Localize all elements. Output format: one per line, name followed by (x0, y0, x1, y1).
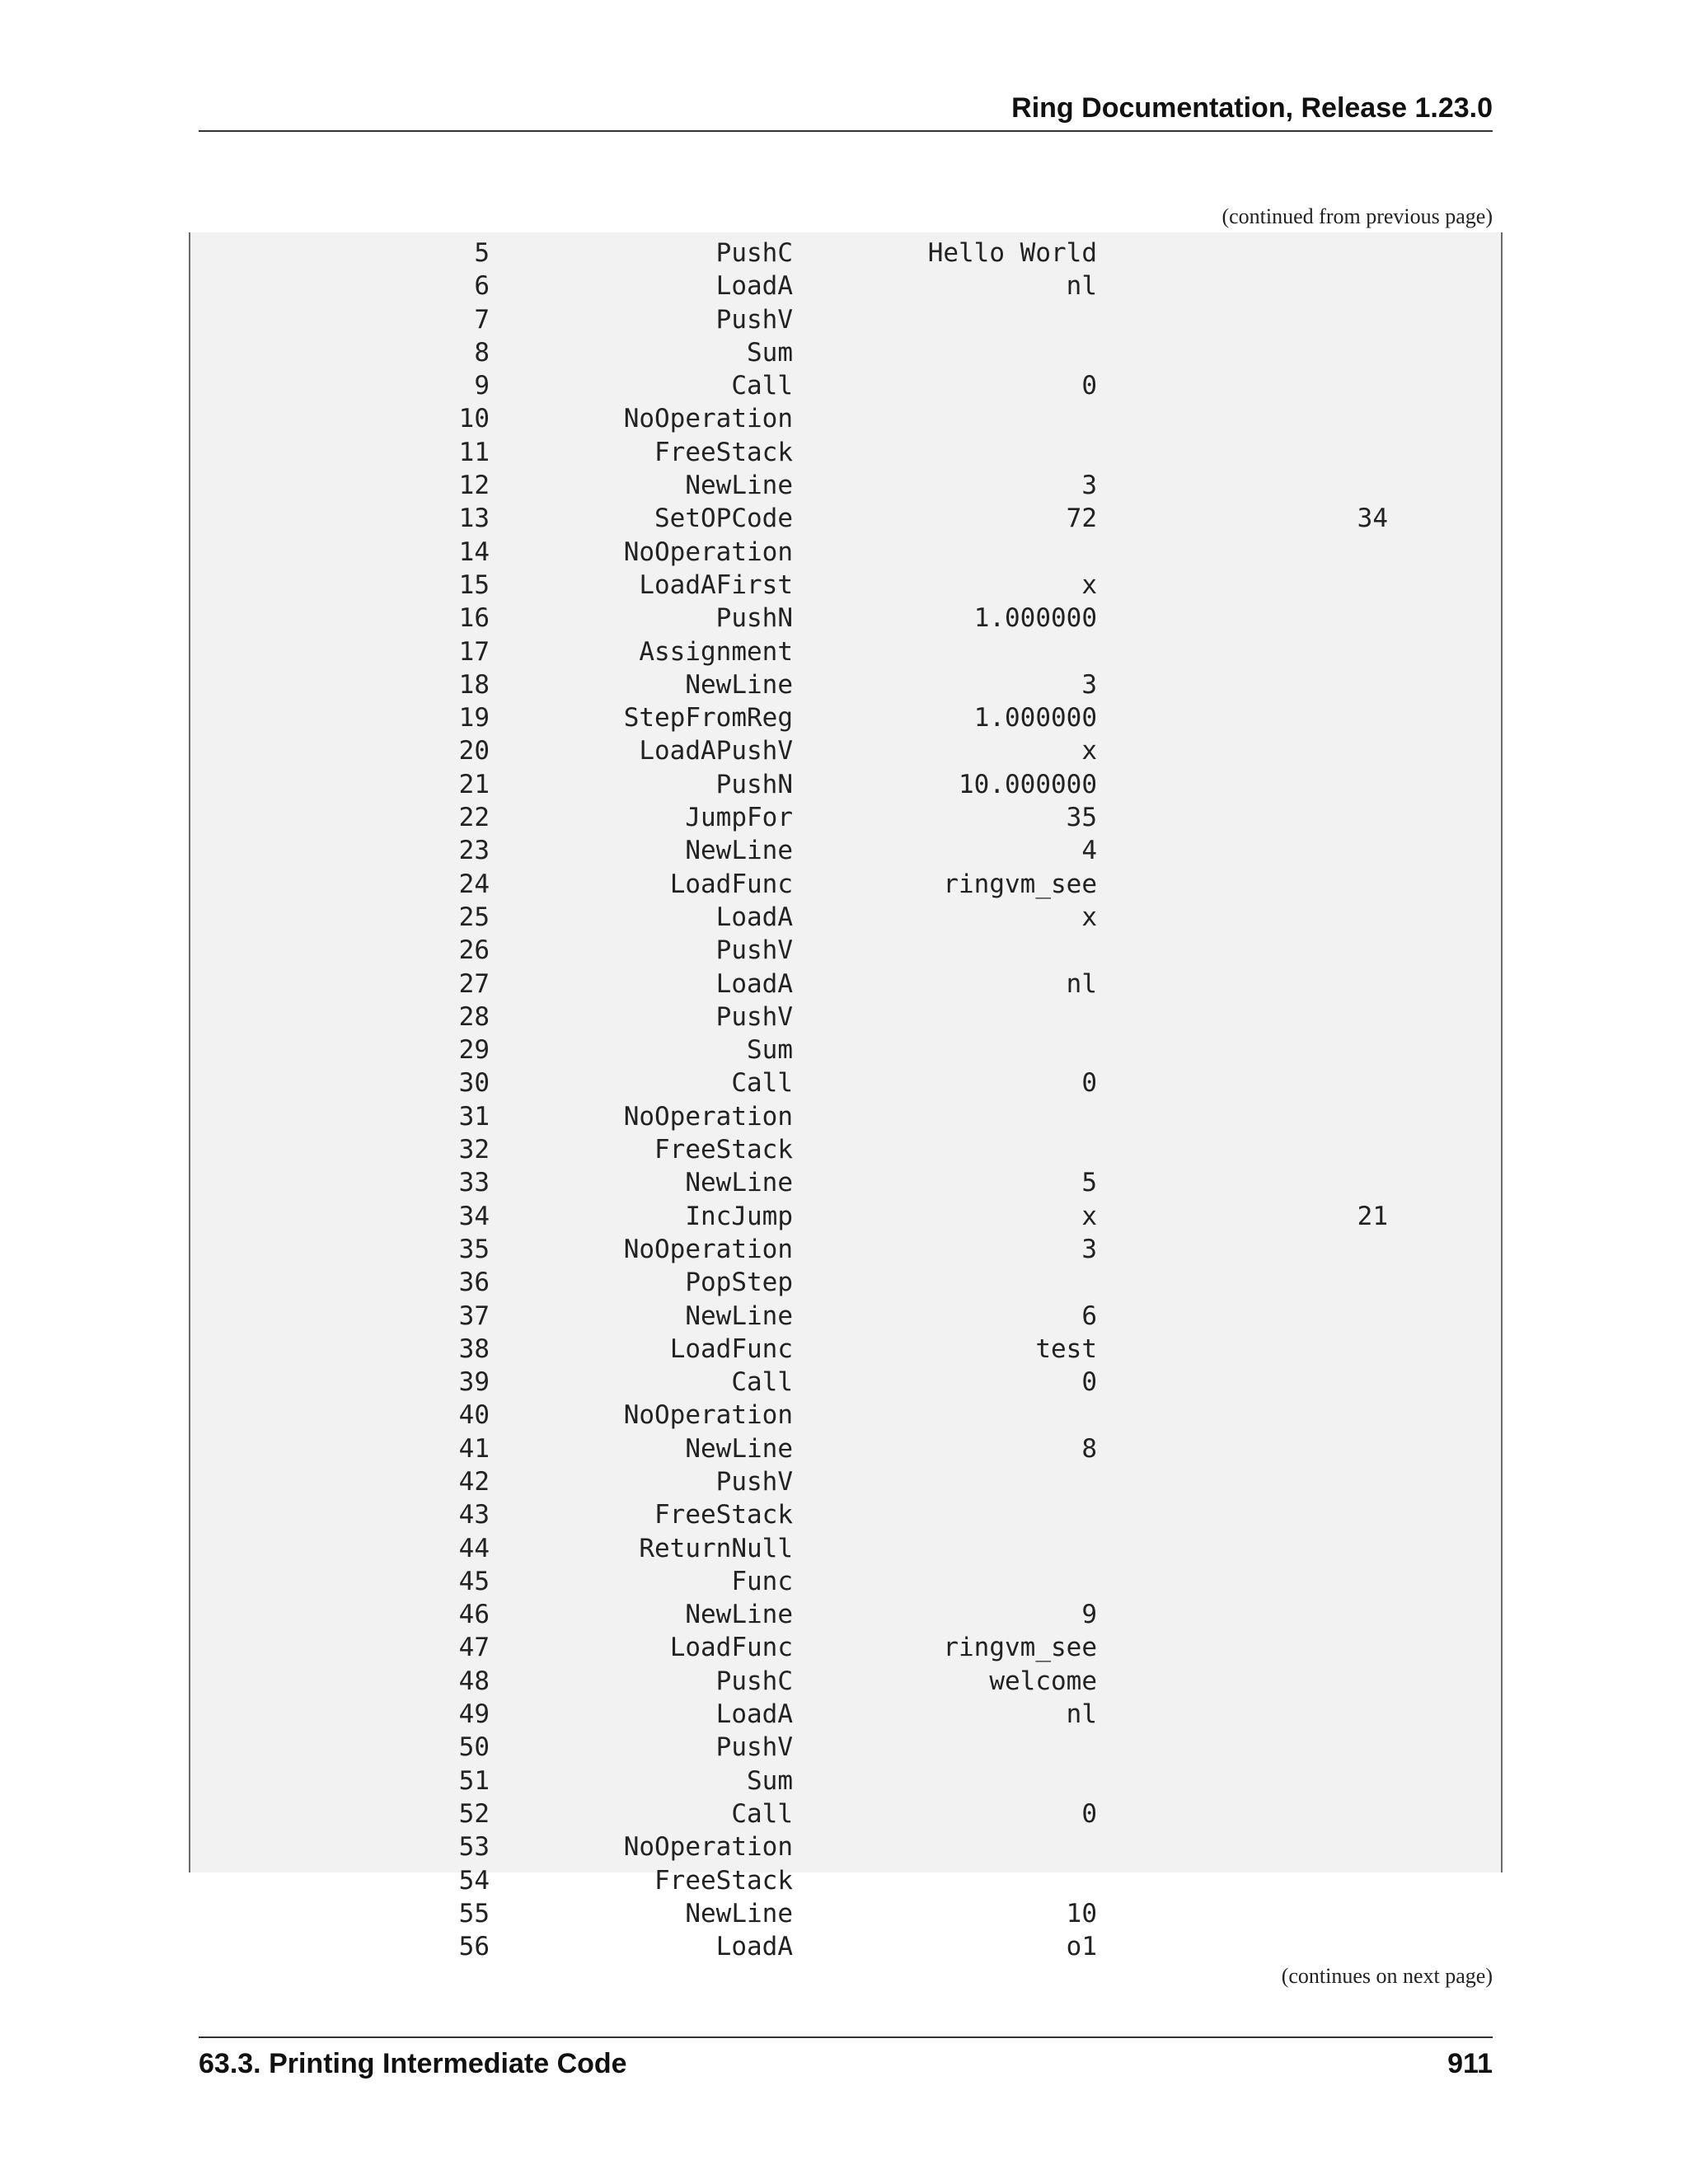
code-row (190, 901, 1501, 934)
line-number: 14 (458, 537, 490, 567)
code-row (190, 1598, 1501, 1631)
page-number: 911 (1447, 2048, 1493, 2079)
opcode: Sum (747, 1035, 793, 1066)
code-row (190, 934, 1501, 967)
line-number: 54 (458, 1865, 490, 1896)
operand-1: 35 (1066, 803, 1097, 833)
opcode: PushN (715, 603, 793, 634)
code-row (190, 1731, 1501, 1764)
operand-1: 3 (1081, 669, 1097, 700)
code-row (190, 1033, 1501, 1066)
opcode: PopStep (685, 1268, 793, 1298)
code-row (190, 1066, 1501, 1099)
opcode: ReturnNull (639, 1533, 793, 1563)
code-row (190, 801, 1501, 834)
continues-on-note: (continues on next page) (1281, 1964, 1493, 1988)
opcode: PushV (715, 1466, 793, 1497)
line-number: 23 (458, 836, 490, 866)
code-row (190, 1166, 1501, 1199)
opcode: StepFromReg (623, 703, 793, 733)
opcode: Sum (747, 337, 793, 368)
line-number: 49 (458, 1699, 490, 1730)
line-number: 16 (458, 603, 490, 634)
operand-1: nl (1066, 1699, 1097, 1730)
opcode: Call (731, 1367, 793, 1398)
operand-1: o1 (1066, 1932, 1097, 1962)
line-number: 9 (474, 371, 490, 401)
code-row (190, 1565, 1501, 1598)
opcode: LoadFunc (669, 1633, 793, 1663)
line-number: 41 (458, 1433, 490, 1464)
opcode: LoadA (715, 1932, 793, 1962)
line-number: 11 (458, 437, 490, 467)
code-row (190, 1465, 1501, 1498)
opcode: PushV (715, 304, 793, 335)
line-number: 31 (458, 1101, 490, 1132)
line-number: 20 (458, 736, 490, 766)
operand-1: 10.000000 (959, 769, 1097, 799)
line-number: 22 (458, 803, 490, 833)
operand-1: 3 (1081, 471, 1097, 501)
operand-2: 21 (1357, 1201, 1388, 1231)
line-number: 30 (458, 1068, 490, 1099)
line-number: 43 (458, 1500, 490, 1530)
line-number: 42 (458, 1466, 490, 1497)
line-number: 21 (458, 769, 490, 799)
opcode: Func (731, 1566, 793, 1596)
opcode: JumpFor (685, 803, 793, 833)
code-row (190, 469, 1501, 502)
opcode: Call (731, 1068, 793, 1099)
page-header (199, 89, 1493, 132)
opcode: Assignment (639, 636, 793, 667)
code-row (190, 1665, 1501, 1698)
code-row (190, 1432, 1501, 1465)
opcode: NoOperation (623, 1400, 793, 1431)
continued-from-note: (continued from previous page) (1221, 204, 1493, 228)
line-number: 50 (458, 1732, 490, 1763)
code-row (190, 734, 1501, 767)
opcode: NewLine (685, 471, 793, 501)
line-number: 8 (474, 337, 490, 368)
line-number: 40 (458, 1400, 490, 1431)
line-number: 52 (458, 1798, 490, 1829)
opcode: NoOperation (623, 1101, 793, 1132)
line-number: 47 (458, 1633, 490, 1663)
line-number: 44 (458, 1533, 490, 1563)
code-row (190, 834, 1501, 867)
code-row (190, 1399, 1501, 1432)
code-row (190, 237, 1501, 269)
code-row (190, 635, 1501, 668)
code-row (190, 968, 1501, 1001)
opcode: NewLine (685, 1168, 793, 1198)
opcode: NewLine (685, 836, 793, 866)
code-row (190, 768, 1501, 801)
opcode: LoadA (715, 902, 793, 932)
opcode: LoadAFirst (639, 569, 793, 600)
operand-1: nl (1066, 968, 1097, 999)
section-title: 63.3. Printing Intermediate Code (199, 2048, 627, 2079)
code-rows (190, 237, 1501, 1963)
opcode: LoadA (715, 1699, 793, 1730)
operand-1: 10 (1066, 1898, 1097, 1929)
opcode: Sum (747, 1765, 793, 1796)
code-row (190, 1698, 1501, 1731)
opcode: PushC (715, 238, 793, 268)
operand-1: nl (1066, 271, 1097, 302)
code-row (190, 436, 1501, 469)
line-number: 48 (458, 1666, 490, 1696)
code-row (190, 1765, 1501, 1797)
code-row (190, 1200, 1501, 1233)
code-row (190, 1797, 1501, 1830)
opcode: PushV (715, 1732, 793, 1763)
line-number: 19 (458, 703, 490, 733)
line-number: 13 (458, 504, 490, 534)
opcode: FreeStack (654, 1135, 793, 1165)
code-row (190, 369, 1501, 402)
opcode: LoadFunc (669, 1333, 793, 1364)
line-number: 36 (458, 1268, 490, 1298)
code-row (190, 701, 1501, 734)
code-row (190, 1366, 1501, 1399)
code-row (190, 1930, 1501, 1963)
line-number: 53 (458, 1832, 490, 1863)
code-row (190, 502, 1501, 535)
line-number: 12 (458, 471, 490, 501)
code-row (190, 1333, 1501, 1366)
code-row (190, 602, 1501, 635)
opcode: Call (731, 1798, 793, 1829)
code-row (190, 402, 1501, 435)
code-row (190, 1631, 1501, 1664)
opcode: NewLine (685, 669, 793, 700)
opcode: SetOPCode (654, 504, 793, 534)
code-row (190, 303, 1501, 336)
line-number: 15 (458, 569, 490, 600)
code-row (190, 1133, 1501, 1166)
opcode: Call (731, 371, 793, 401)
opcode: NewLine (685, 1898, 793, 1929)
code-row (190, 569, 1501, 602)
operand-1: 9 (1081, 1600, 1097, 1630)
line-number: 55 (458, 1898, 490, 1929)
operand-1: 4 (1081, 836, 1097, 866)
operand-1: 0 (1081, 1068, 1097, 1099)
opcode: PushV (715, 935, 793, 966)
code-row (190, 1100, 1501, 1133)
page-footer (199, 2036, 1493, 2088)
opcode: NoOperation (623, 537, 793, 567)
code-row (190, 1532, 1501, 1565)
operand-1: ringvm_see (943, 869, 1097, 899)
code-row (190, 269, 1501, 302)
line-number: 33 (458, 1168, 490, 1198)
code-row (190, 1897, 1501, 1930)
line-number: 45 (458, 1566, 490, 1596)
code-row (190, 536, 1501, 569)
line-number: 28 (458, 1001, 490, 1032)
line-number: 35 (458, 1234, 490, 1264)
line-number: 38 (458, 1333, 490, 1364)
operand-1: 1.000000 (973, 703, 1097, 733)
opcode: PushV (715, 1001, 793, 1032)
operand-1: 5 (1081, 1168, 1097, 1198)
opcode: NoOperation (623, 404, 793, 434)
line-number: 56 (458, 1932, 490, 1962)
operand-1: 3 (1081, 1234, 1097, 1264)
line-number: 51 (458, 1765, 490, 1796)
operand-1: 72 (1066, 504, 1097, 534)
code-row (190, 1830, 1501, 1863)
line-number: 6 (474, 271, 490, 302)
code-row (190, 668, 1501, 701)
opcode: IncJump (685, 1201, 793, 1231)
code-row (190, 1864, 1501, 1897)
line-number: 7 (474, 304, 490, 335)
code-row (190, 1266, 1501, 1299)
opcode: LoadA (715, 271, 793, 302)
operand-1: 8 (1081, 1433, 1097, 1464)
operand-1: 1.000000 (973, 603, 1097, 634)
line-number: 26 (458, 935, 490, 966)
opcode: LoadFunc (669, 869, 793, 899)
operand-1: 0 (1081, 1367, 1097, 1398)
opcode: FreeStack (654, 1500, 793, 1530)
opcode: NewLine (685, 1433, 793, 1464)
line-number: 25 (458, 902, 490, 932)
operand-1: test (1035, 1333, 1097, 1364)
line-number: 5 (474, 238, 490, 268)
operand-1: x (1081, 1201, 1097, 1231)
operand-1: ringvm_see (943, 1633, 1097, 1663)
opcode: LoadAPushV (639, 736, 793, 766)
operand-1: x (1081, 736, 1097, 766)
line-number: 24 (458, 869, 490, 899)
code-row (190, 336, 1501, 369)
line-number: 32 (458, 1135, 490, 1165)
opcode: NoOperation (623, 1832, 793, 1863)
code-row (190, 868, 1501, 901)
opcode: NoOperation (623, 1234, 793, 1264)
opcode: FreeStack (654, 437, 793, 467)
line-number: 27 (458, 968, 490, 999)
line-number: 34 (458, 1201, 490, 1231)
code-row (190, 1001, 1501, 1033)
line-number: 29 (458, 1035, 490, 1066)
code-row (190, 1498, 1501, 1531)
operand-1: 0 (1081, 1798, 1097, 1829)
opcode: PushN (715, 769, 793, 799)
operand-2: 34 (1357, 504, 1388, 534)
code-row (190, 1300, 1501, 1333)
opcode: NewLine (685, 1301, 793, 1331)
code-row (190, 1233, 1501, 1266)
operand-1: 0 (1081, 371, 1097, 401)
opcode: PushC (715, 1666, 793, 1696)
operand-1: x (1081, 902, 1097, 932)
document-title: Ring Documentation, Release 1.23.0 (1011, 92, 1493, 124)
opcode: LoadA (715, 968, 793, 999)
line-number: 39 (458, 1367, 490, 1398)
operand-1: Hello World (927, 238, 1097, 268)
opcode: NewLine (685, 1600, 793, 1630)
operand-1: x (1081, 569, 1097, 600)
line-number: 18 (458, 669, 490, 700)
operand-1: 6 (1081, 1301, 1097, 1331)
opcode: FreeStack (654, 1865, 793, 1896)
line-number: 46 (458, 1600, 490, 1630)
line-number: 17 (458, 636, 490, 667)
operand-1: welcome (989, 1666, 1097, 1696)
line-number: 10 (458, 404, 490, 434)
code-block (189, 232, 1503, 1962)
line-number: 37 (458, 1301, 490, 1331)
